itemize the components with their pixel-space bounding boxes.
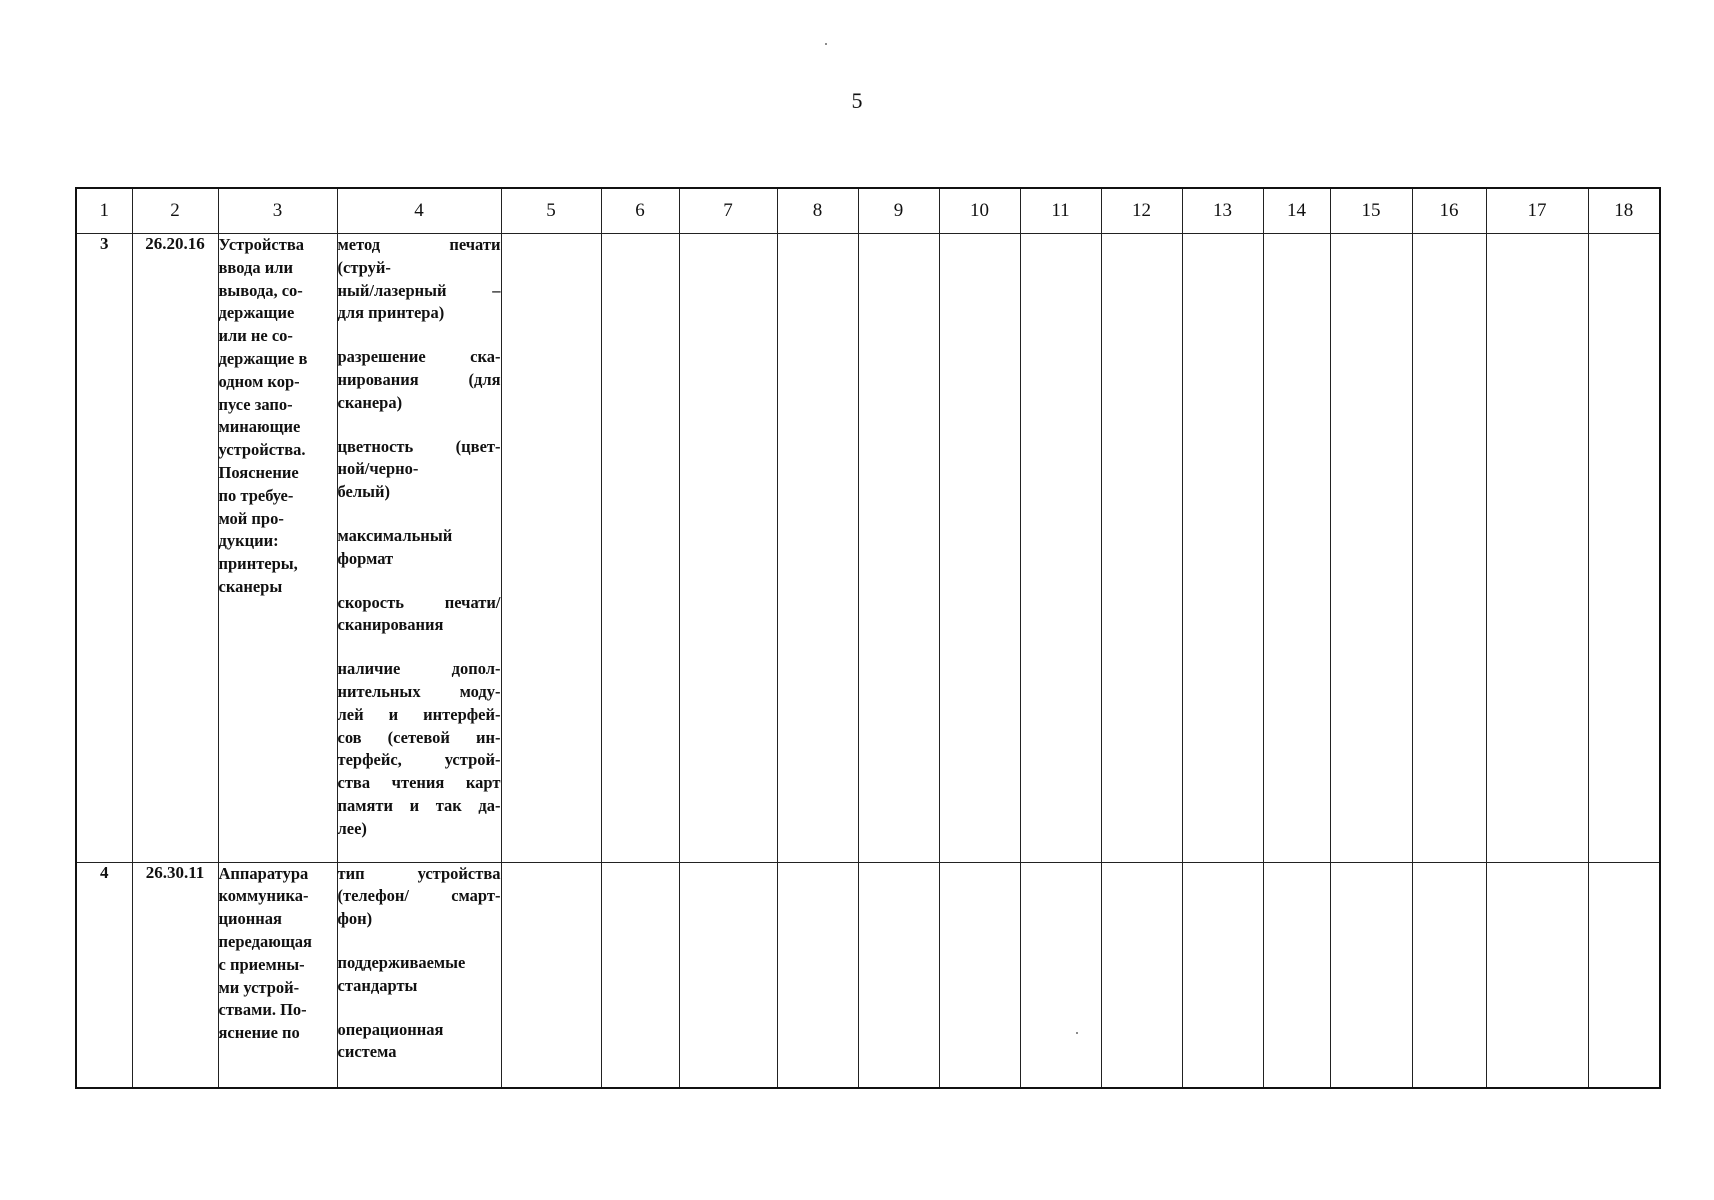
empty-cell bbox=[1588, 862, 1660, 1088]
description-line: ционная bbox=[218, 909, 282, 929]
column-number: 17 bbox=[1486, 188, 1588, 234]
column-number: 8 bbox=[777, 188, 858, 234]
empty-cell bbox=[777, 862, 858, 1088]
column-number: 4 bbox=[337, 188, 501, 234]
empty-cell bbox=[1588, 234, 1660, 863]
characteristic-line: сов (сетевой ин- bbox=[337, 727, 501, 747]
description-line: минающие bbox=[218, 417, 301, 437]
characteristic-line: ный/лазерный – bbox=[337, 280, 501, 300]
characteristic-line: фон) bbox=[337, 909, 373, 929]
empty-cell bbox=[501, 862, 601, 1088]
characteristic-item bbox=[338, 658, 501, 840]
characteristic-item bbox=[338, 346, 501, 414]
empty-cell bbox=[858, 862, 939, 1088]
empty-cell bbox=[939, 234, 1020, 863]
characteristic-item bbox=[338, 592, 501, 638]
description-line: с приемны- bbox=[218, 954, 305, 974]
characteristic-line: лее) bbox=[337, 818, 367, 838]
empty-cell bbox=[679, 234, 777, 863]
characteristic-line: система bbox=[337, 1042, 397, 1062]
empty-cell bbox=[1263, 234, 1330, 863]
column-number: 15 bbox=[1330, 188, 1412, 234]
product-description bbox=[218, 234, 337, 863]
characteristic-line: (телефон/ смарт- bbox=[337, 886, 501, 906]
description-line: Устройства bbox=[218, 235, 304, 254]
column-number: 12 bbox=[1101, 188, 1182, 234]
characteristic-line: поддерживаемые bbox=[337, 952, 466, 972]
characteristic-item bbox=[338, 952, 501, 998]
characteristics-list bbox=[337, 862, 501, 1088]
description-line: одном кор- bbox=[218, 371, 300, 391]
characteristic-line: разрешение ска- bbox=[337, 347, 501, 367]
characteristic-line: скорость печати/ bbox=[337, 592, 501, 612]
description-line: принтеры, bbox=[218, 554, 298, 574]
description-line: ствами. По- bbox=[218, 1000, 307, 1020]
characteristic-line: стандарты bbox=[337, 975, 418, 995]
description-line: яснение по bbox=[218, 1023, 300, 1043]
description-line: передающая bbox=[218, 931, 312, 951]
column-number: 3 bbox=[218, 188, 337, 234]
column-number: 16 bbox=[1412, 188, 1486, 234]
empty-cell bbox=[1330, 862, 1412, 1088]
empty-cell bbox=[1182, 862, 1263, 1088]
row-number: 4 bbox=[76, 862, 132, 1088]
characteristic-line: сканирования bbox=[337, 615, 444, 635]
description-line: держащие в bbox=[218, 348, 308, 368]
characteristics-list bbox=[337, 234, 501, 863]
characteristic-item bbox=[338, 436, 501, 504]
characteristic-line: ства чтения карт bbox=[337, 773, 501, 793]
page-number: 5 bbox=[851, 88, 863, 113]
description-line: устройства. bbox=[218, 440, 306, 460]
characteristic-item bbox=[338, 1019, 501, 1065]
characteristic-line: наличие допол- bbox=[337, 659, 501, 679]
empty-cell bbox=[1263, 862, 1330, 1088]
empty-cell bbox=[1182, 234, 1263, 863]
column-number: 6 bbox=[601, 188, 679, 234]
okpd-code: 26.30.11 bbox=[132, 862, 218, 1088]
empty-cell bbox=[1486, 234, 1588, 863]
empty-cell bbox=[601, 862, 679, 1088]
characteristic-line: тип устройства bbox=[337, 863, 501, 883]
column-number: 9 bbox=[858, 188, 939, 234]
table-row bbox=[76, 234, 1660, 863]
empty-cell bbox=[1412, 862, 1486, 1088]
characteristic-line: операционная bbox=[337, 1019, 444, 1039]
description-line: дукции: bbox=[218, 531, 279, 551]
characteristics-table bbox=[75, 187, 1661, 1089]
characteristic-line: нирования (для bbox=[337, 369, 501, 389]
row-number: 3 bbox=[76, 234, 132, 863]
empty-cell bbox=[679, 862, 777, 1088]
empty-cell bbox=[1330, 234, 1412, 863]
empty-cell bbox=[1020, 234, 1101, 863]
empty-cell bbox=[1101, 862, 1182, 1088]
description-line: пусе запо- bbox=[218, 394, 293, 414]
description-line: по требуе- bbox=[218, 485, 294, 505]
table-row bbox=[76, 862, 1660, 1088]
description-line: коммуника- bbox=[218, 886, 309, 906]
description-line: ми устрой- bbox=[218, 977, 300, 997]
empty-cell bbox=[1486, 862, 1588, 1088]
characteristic-line: для принтера) bbox=[337, 303, 445, 323]
description-line: Пояснение bbox=[218, 462, 299, 482]
characteristic-line: терфейс, устрой- bbox=[337, 750, 501, 770]
empty-cell bbox=[939, 862, 1020, 1088]
column-number: 2 bbox=[132, 188, 218, 234]
empty-cell bbox=[501, 234, 601, 863]
description-line: ввода или bbox=[218, 257, 293, 277]
characteristic-line: сканера) bbox=[337, 392, 403, 412]
characteristic-line: ной/черно- bbox=[337, 459, 419, 479]
column-number: 18 bbox=[1588, 188, 1660, 234]
description-line: вывода, со- bbox=[218, 280, 303, 300]
column-number: 10 bbox=[939, 188, 1020, 234]
characteristic-line: белый) bbox=[337, 482, 390, 502]
empty-cell bbox=[1412, 234, 1486, 863]
characteristic-item bbox=[338, 863, 501, 931]
column-number: 14 bbox=[1263, 188, 1330, 234]
characteristic-line: памяти и так да- bbox=[337, 795, 501, 815]
characteristic-line: (струй- bbox=[337, 257, 391, 277]
characteristic-item bbox=[338, 525, 501, 571]
column-number: 11 bbox=[1020, 188, 1101, 234]
scan-speck bbox=[825, 43, 827, 45]
characteristic-line: нительных моду- bbox=[337, 681, 501, 701]
description-line: Аппаратура bbox=[218, 863, 309, 883]
okpd-code: 26.20.16 bbox=[132, 234, 218, 863]
empty-cell bbox=[777, 234, 858, 863]
characteristic-line: метод печати bbox=[337, 235, 501, 254]
characteristic-line: лей и интерфей- bbox=[337, 704, 501, 724]
description-line: сканеры bbox=[218, 576, 283, 596]
description-line: или не со- bbox=[218, 326, 293, 346]
characteristic-line: формат bbox=[337, 548, 394, 568]
description-line: держащие bbox=[218, 303, 295, 323]
column-number-row bbox=[76, 188, 1660, 234]
column-number: 13 bbox=[1182, 188, 1263, 234]
column-number: 7 bbox=[679, 188, 777, 234]
column-number: 5 bbox=[501, 188, 601, 234]
characteristic-line: цветность (цвет- bbox=[337, 436, 501, 456]
description-line: мой про- bbox=[218, 508, 284, 528]
empty-cell bbox=[1020, 862, 1101, 1088]
product-description bbox=[218, 862, 337, 1088]
column-number: 1 bbox=[76, 188, 132, 234]
empty-cell bbox=[1101, 234, 1182, 863]
characteristic-line: максимальный bbox=[337, 525, 453, 545]
empty-cell bbox=[858, 234, 939, 863]
characteristic-item bbox=[338, 234, 501, 325]
empty-cell bbox=[601, 234, 679, 863]
